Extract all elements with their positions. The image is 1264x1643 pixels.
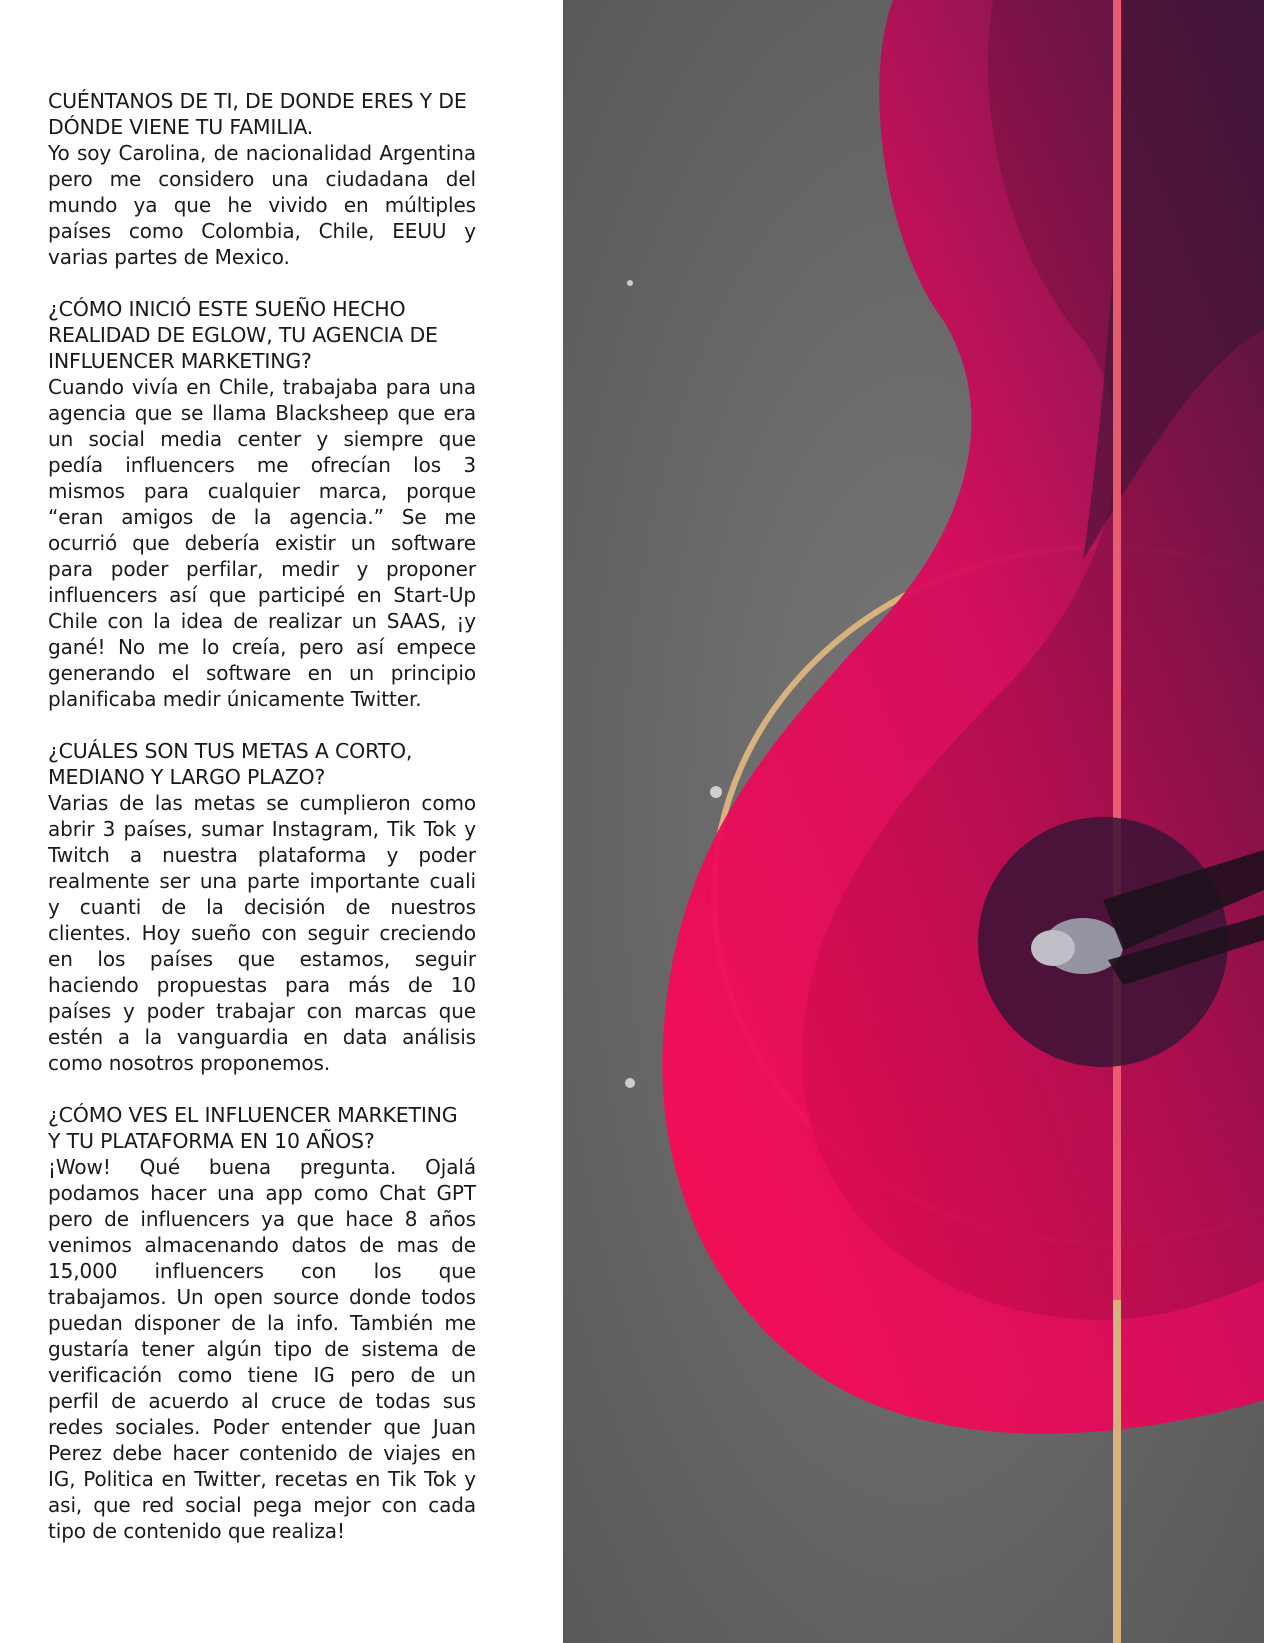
interview-section-goals [48, 738, 476, 1076]
interview-section-eglow-start [48, 296, 476, 712]
answer-paragraph: Yo soy Carolina, de nacionalidad Argentina pero me considero una ciudadana del mundo ya que he vivido en múltiples países como Colombia, Chile, EEUU y varias partes de Mexico. [48, 141, 476, 269]
answer-paragraph: ¡Wow! Qué buena pregunta. Ojalá podamos hacer una app como Chat GPT pero de influencers ya que hace 8 años venimos almacenando datos de mas de 15,000 influencers con los que trabajamos. Un open source donde todos puedan disponer de la info. También me gustaría tener algún tipo de sistema de verificación como tiene IG pero de un perfil de acuerdo al cruce de todas sus redes sociales. Poder entender que Juan Perez debe hacer contenido de viajes en IG, Politica en Twitter, recetas en Tik Tok y asi, que red social pega mejor con cada tipo de contenido que realiza! [48, 1155, 476, 1543]
answer-paragraph: Varias de las metas se cumplieron como abrir 3 países, sumar Instagram, Tik Tok y Twitch a nuestra plataforma y poder realmente ser una parte importante cuali y cuanti de la decisión de nuestros clientes. Hoy sueño con seguir creciendo en los países que estamos, seguir haciendo propuestas para más de 10 países y poder trabajar con marcas que estén a la vanguardia en data análisis como nosotros proponemos. [48, 791, 476, 1075]
interview-section-origin [48, 88, 476, 270]
court-center-line-glow [1113, 0, 1121, 1300]
court-illustration [563, 0, 1264, 1643]
interview-section-future [48, 1102, 476, 1544]
question-heading: ¿CÓMO INICIÓ ESTE SUEÑO HECHO REALIDAD DE EGLOW, TU AGENCIA DE INFLUENCER MARKETING? [48, 297, 438, 373]
answer-paragraph: Cuando vivía en Chile, trabajaba para una agencia que se llama Blacksheep que era un social media center y siempre que pedía influencers me ofrecían los 3 mismos para cualquier marca, porque “eran amigos de la agencia.” Se me ocurrió que debería existir un software para poder perfilar, medir y proponer influencers así que participé en Start-Up Chile con la idea de realizar un SAAS, ¡y gané! No me lo creía, pero así empece generando el software en un principio planificaba medir únicamente Twitter. [48, 375, 476, 711]
article-text-column [48, 88, 476, 1570]
question-heading: ¿CÓMO VES EL INFLUENCER MARKETING Y TU PLATAFORMA EN 10 AÑOS? [48, 1103, 458, 1153]
bottom-floor-line [1113, 1300, 1121, 1643]
question-heading: CUÉNTANOS DE TI, DE DONDE ERES Y DE DÓNDE VIENE TU FAMILIA. [48, 89, 467, 139]
aerial-court-photo [563, 0, 1264, 1643]
question-heading: ¿CUÁLES SON TUS METAS A CORTO, MEDIANO Y LARGO PLAZO? [48, 739, 413, 789]
